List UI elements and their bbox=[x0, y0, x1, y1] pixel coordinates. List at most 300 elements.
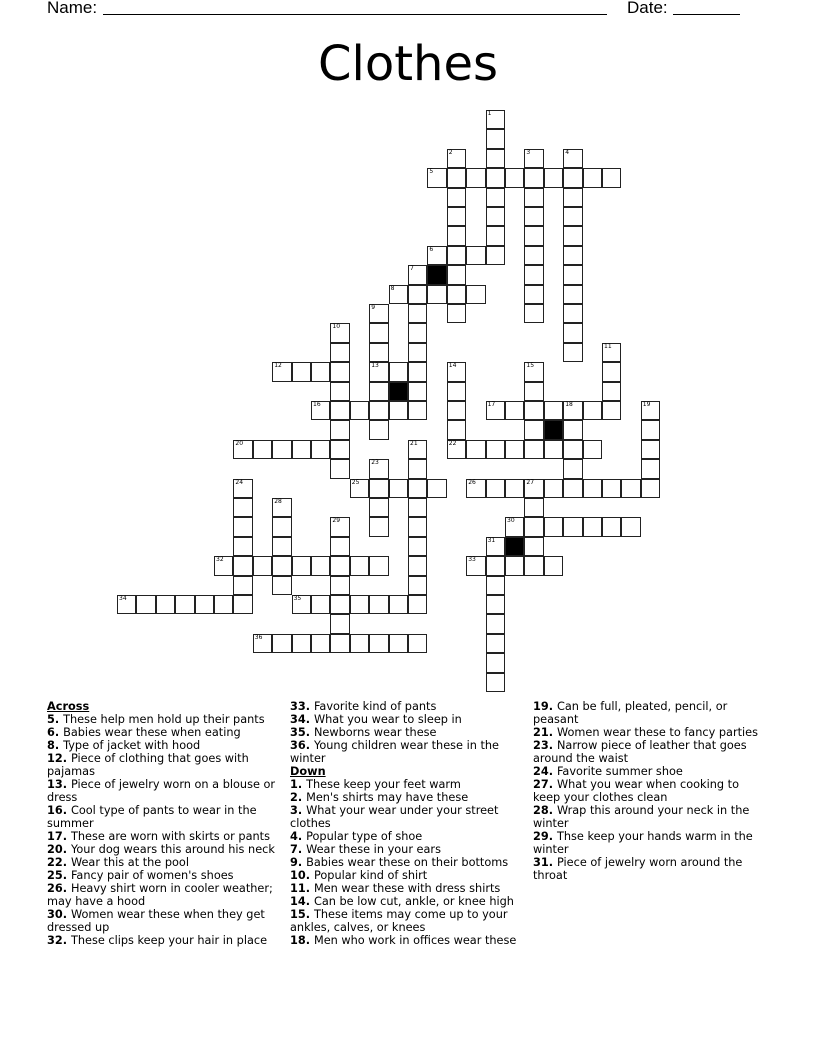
grid-cell[interactable] bbox=[486, 634, 505, 653]
grid-cell[interactable] bbox=[330, 614, 349, 633]
clue-number-label: 13. bbox=[47, 778, 71, 791]
grid-cell[interactable] bbox=[583, 401, 602, 420]
grid-cell[interactable] bbox=[408, 459, 427, 478]
grid-cell[interactable] bbox=[272, 498, 291, 517]
grid-cell[interactable] bbox=[583, 168, 602, 187]
clue-number: 4 bbox=[565, 148, 570, 156]
grid-cell[interactable] bbox=[311, 401, 330, 420]
grid-cell[interactable] bbox=[486, 149, 505, 168]
grid-cell[interactable] bbox=[602, 168, 621, 187]
grid-cell[interactable] bbox=[292, 440, 311, 459]
grid-cell[interactable] bbox=[563, 246, 582, 265]
grid-cell[interactable] bbox=[486, 556, 505, 575]
grid-cell[interactable] bbox=[486, 653, 505, 672]
clue-number: 33 bbox=[468, 556, 476, 564]
grid-cell[interactable] bbox=[292, 362, 311, 381]
grid-cell[interactable] bbox=[524, 556, 543, 575]
grid-cell[interactable] bbox=[486, 401, 505, 420]
grid-cell[interactable] bbox=[486, 129, 505, 148]
grid-cell[interactable] bbox=[214, 595, 233, 614]
grid-cell[interactable] bbox=[389, 362, 408, 381]
clue-number-label: 30. bbox=[47, 908, 71, 921]
grid-cell[interactable] bbox=[369, 362, 388, 381]
clue-item bbox=[290, 882, 522, 895]
grid-cell[interactable] bbox=[486, 110, 505, 129]
grid-cell[interactable] bbox=[253, 440, 272, 459]
grid-cell[interactable] bbox=[369, 343, 388, 362]
grid-cell[interactable] bbox=[524, 149, 543, 168]
grid-cell[interactable] bbox=[524, 285, 543, 304]
grid-cell[interactable] bbox=[583, 479, 602, 498]
grid-cell[interactable] bbox=[563, 517, 582, 536]
clue-item bbox=[290, 856, 522, 869]
grid-cell[interactable] bbox=[563, 459, 582, 478]
grid-cell[interactable] bbox=[330, 401, 349, 420]
clue-item bbox=[290, 895, 522, 908]
grid-cell[interactable] bbox=[311, 362, 330, 381]
clue-text: What your wear under your street clothes bbox=[290, 804, 499, 830]
clue-number: 29 bbox=[332, 517, 341, 525]
grid-cell[interactable] bbox=[272, 517, 291, 536]
grid-cell[interactable] bbox=[563, 401, 582, 420]
grid-cell[interactable] bbox=[524, 168, 543, 187]
clue-number-label: 27. bbox=[533, 778, 557, 791]
grid-cell[interactable] bbox=[447, 207, 466, 226]
grid-cell[interactable] bbox=[447, 188, 466, 207]
clue-number-label: 18. bbox=[290, 934, 314, 947]
grid-cell[interactable] bbox=[350, 556, 369, 575]
grid-cell[interactable] bbox=[544, 479, 563, 498]
clue-number: 2 bbox=[448, 148, 453, 156]
clue-number: 35 bbox=[293, 595, 302, 602]
grid-cell[interactable] bbox=[408, 382, 427, 401]
grid-cell[interactable] bbox=[195, 595, 214, 614]
grid-cell[interactable] bbox=[233, 440, 252, 459]
grid-cell[interactable] bbox=[563, 285, 582, 304]
grid-cell[interactable] bbox=[563, 479, 582, 498]
clue-number-label: 14. bbox=[290, 895, 314, 908]
grid-cell[interactable] bbox=[486, 226, 505, 245]
grid-cell[interactable] bbox=[117, 595, 136, 614]
grid-cell[interactable] bbox=[408, 498, 427, 517]
clue-text: What you wear when cooking to keep your clothes clean bbox=[533, 778, 739, 804]
clue-number: 19 bbox=[642, 401, 651, 408]
grid-cell[interactable] bbox=[447, 246, 466, 265]
grid-cell[interactable] bbox=[330, 576, 349, 595]
grid-cell[interactable] bbox=[524, 420, 543, 439]
grid-cell[interactable] bbox=[233, 479, 252, 498]
grid-cell[interactable] bbox=[544, 168, 563, 187]
clue-item bbox=[47, 778, 279, 804]
grid-cell[interactable] bbox=[486, 246, 505, 265]
grid-cell[interactable] bbox=[330, 595, 349, 614]
clue-number-label: 36. bbox=[290, 739, 314, 752]
grid-cell[interactable] bbox=[330, 382, 349, 401]
clue-number: 17 bbox=[487, 401, 496, 408]
grid-cell[interactable] bbox=[563, 265, 582, 284]
grid-cell[interactable] bbox=[563, 323, 582, 342]
clues-column-1 bbox=[47, 700, 279, 947]
clue-number-label: 28. bbox=[533, 804, 557, 817]
grid-cell[interactable] bbox=[408, 362, 427, 381]
clue-number-label: 31. bbox=[533, 856, 557, 869]
grid-cell[interactable] bbox=[408, 304, 427, 323]
grid-cell[interactable] bbox=[136, 595, 155, 614]
grid-cell[interactable] bbox=[641, 401, 660, 420]
grid-cell[interactable] bbox=[621, 479, 640, 498]
grid-cell[interactable] bbox=[175, 595, 194, 614]
black-cell bbox=[505, 537, 524, 556]
grid-cell[interactable] bbox=[369, 323, 388, 342]
grid-cell[interactable] bbox=[447, 285, 466, 304]
grid-cell[interactable] bbox=[408, 576, 427, 595]
clue-number: 6 bbox=[429, 245, 434, 253]
grid-cell[interactable] bbox=[311, 440, 330, 459]
grid-cell[interactable] bbox=[427, 168, 446, 187]
clue-item bbox=[533, 804, 765, 830]
grid-cell[interactable] bbox=[389, 285, 408, 304]
grid-cell[interactable] bbox=[330, 634, 349, 653]
grid-cell[interactable] bbox=[311, 634, 330, 653]
grid-cell[interactable] bbox=[505, 556, 524, 575]
grid-cell[interactable] bbox=[524, 226, 543, 245]
grid-cell[interactable] bbox=[524, 304, 543, 323]
clue-number: 12 bbox=[274, 362, 282, 370]
grid-cell[interactable] bbox=[563, 168, 582, 187]
grid-cell[interactable] bbox=[330, 362, 349, 381]
grid-cell[interactable] bbox=[641, 420, 660, 439]
grid-cell[interactable] bbox=[272, 556, 291, 575]
grid-cell[interactable] bbox=[563, 149, 582, 168]
grid-cell[interactable] bbox=[524, 246, 543, 265]
grid-cell[interactable] bbox=[389, 595, 408, 614]
clue-text: Cool type of pants to wear in the summer bbox=[47, 804, 257, 830]
grid-cell[interactable] bbox=[408, 517, 427, 536]
clue-text: Newborns wear these bbox=[313, 726, 437, 739]
grid-cell[interactable] bbox=[544, 556, 563, 575]
clue-text: What you wear to sleep in bbox=[313, 713, 462, 726]
clue-item bbox=[290, 700, 522, 713]
clue-item bbox=[290, 778, 522, 791]
across-heading: Across bbox=[47, 700, 90, 713]
grid-cell[interactable] bbox=[369, 420, 388, 439]
grid-cell[interactable] bbox=[272, 440, 291, 459]
grid-cell[interactable] bbox=[408, 479, 427, 498]
clue-item bbox=[533, 830, 765, 856]
clue-text: Popular kind of shirt bbox=[313, 869, 428, 882]
grid-cell[interactable] bbox=[233, 537, 252, 556]
grid-cell[interactable] bbox=[369, 459, 388, 478]
grid-cell[interactable] bbox=[602, 382, 621, 401]
clue-number-label: 2. bbox=[290, 791, 307, 804]
clue-text: Your dog wears this around his neck bbox=[70, 843, 275, 856]
clue-number: 24 bbox=[235, 478, 244, 486]
date-field[interactable] bbox=[673, 14, 740, 15]
clue-number-label: 12. bbox=[47, 752, 71, 765]
grid-cell[interactable] bbox=[253, 634, 272, 653]
grid-cell[interactable] bbox=[447, 401, 466, 420]
name-field[interactable] bbox=[103, 14, 607, 15]
grid-cell[interactable] bbox=[214, 556, 233, 575]
grid-cell[interactable] bbox=[408, 323, 427, 342]
grid-cell[interactable] bbox=[524, 537, 543, 556]
clue-number: 36 bbox=[254, 633, 263, 641]
clue-number: 34 bbox=[119, 595, 127, 602]
clue-number: 9 bbox=[371, 304, 376, 311]
grid-cell[interactable] bbox=[408, 556, 427, 575]
grid-cell[interactable] bbox=[369, 479, 388, 498]
clue-text: Popular type of shoe bbox=[306, 830, 423, 843]
grid-cell[interactable] bbox=[330, 537, 349, 556]
grid-cell[interactable] bbox=[466, 440, 485, 459]
worksheet-header bbox=[47, 0, 767, 22]
grid-cell[interactable] bbox=[602, 343, 621, 362]
grid-cell[interactable] bbox=[369, 634, 388, 653]
grid-cell[interactable] bbox=[408, 595, 427, 614]
clue-number-label: 17. bbox=[47, 830, 71, 843]
name-label: Name: bbox=[47, 0, 98, 17]
grid-cell[interactable] bbox=[524, 498, 543, 517]
grid-cell[interactable] bbox=[350, 401, 369, 420]
grid-cell[interactable] bbox=[486, 673, 505, 692]
grid-cell[interactable] bbox=[524, 362, 543, 381]
clue-text: Women wear these to fancy parties bbox=[556, 726, 759, 739]
grid-cell[interactable] bbox=[330, 323, 349, 342]
grid-cell[interactable] bbox=[524, 207, 543, 226]
grid-cell[interactable] bbox=[466, 556, 485, 575]
grid-cell[interactable] bbox=[350, 479, 369, 498]
grid-cell[interactable] bbox=[350, 595, 369, 614]
grid-cell[interactable] bbox=[602, 401, 621, 420]
grid-cell[interactable] bbox=[369, 304, 388, 323]
grid-cell[interactable] bbox=[486, 537, 505, 556]
grid-cell[interactable] bbox=[408, 440, 427, 459]
grid-cell[interactable] bbox=[350, 634, 369, 653]
grid-cell[interactable] bbox=[292, 634, 311, 653]
grid-cell[interactable] bbox=[544, 440, 563, 459]
grid-cell[interactable] bbox=[272, 362, 291, 381]
grid-cell[interactable] bbox=[486, 614, 505, 633]
grid-cell[interactable] bbox=[447, 382, 466, 401]
clue-text: These are worn with skirts or pants bbox=[70, 830, 270, 843]
clue-item bbox=[290, 791, 522, 804]
grid-cell[interactable] bbox=[641, 479, 660, 498]
grid-cell[interactable] bbox=[524, 265, 543, 284]
grid-cell[interactable] bbox=[544, 517, 563, 536]
grid-cell[interactable] bbox=[427, 285, 446, 304]
grid-cell[interactable] bbox=[641, 459, 660, 478]
grid-cell[interactable] bbox=[466, 285, 485, 304]
grid-cell[interactable] bbox=[292, 595, 311, 614]
grid-cell[interactable] bbox=[408, 343, 427, 362]
grid-cell[interactable] bbox=[486, 595, 505, 614]
grid-cell[interactable] bbox=[524, 440, 543, 459]
clue-number-label: 26. bbox=[47, 882, 71, 895]
black-cell bbox=[544, 420, 563, 439]
grid-cell[interactable] bbox=[447, 420, 466, 439]
grid-cell[interactable] bbox=[156, 595, 175, 614]
grid-cell[interactable] bbox=[272, 576, 291, 595]
grid-cell[interactable] bbox=[602, 479, 621, 498]
grid-cell[interactable] bbox=[447, 168, 466, 187]
grid-cell[interactable] bbox=[563, 440, 582, 459]
grid-cell[interactable] bbox=[272, 634, 291, 653]
grid-cell[interactable] bbox=[447, 362, 466, 381]
grid-cell[interactable] bbox=[466, 246, 485, 265]
date-label: Date: bbox=[627, 0, 668, 17]
grid-cell[interactable] bbox=[563, 420, 582, 439]
clue-number-label: 25. bbox=[47, 869, 71, 882]
grid-cell[interactable] bbox=[447, 265, 466, 284]
grid-cell[interactable] bbox=[233, 517, 252, 536]
grid-cell[interactable] bbox=[505, 168, 524, 187]
grid-cell[interactable] bbox=[641, 440, 660, 459]
grid-cell[interactable] bbox=[253, 556, 272, 575]
grid-cell[interactable] bbox=[583, 517, 602, 536]
clue-item bbox=[47, 713, 279, 726]
grid-cell[interactable] bbox=[427, 479, 446, 498]
grid-cell[interactable] bbox=[583, 440, 602, 459]
clue-number: 15 bbox=[526, 362, 535, 370]
grid-cell[interactable] bbox=[524, 401, 543, 420]
clue-text: Babies wear these when eating bbox=[63, 726, 241, 739]
clue-item bbox=[47, 908, 279, 934]
clue-item bbox=[290, 869, 522, 882]
clue-item bbox=[47, 869, 279, 882]
clue-number-label: 8. bbox=[47, 739, 64, 752]
puzzle-title: Clothes bbox=[318, 36, 498, 92]
clue-number: 23 bbox=[371, 459, 379, 467]
grid-cell[interactable] bbox=[524, 479, 543, 498]
clue-number-label: 9. bbox=[290, 856, 307, 869]
grid-cell[interactable] bbox=[369, 517, 388, 536]
grid-cell[interactable] bbox=[369, 595, 388, 614]
grid-cell[interactable] bbox=[408, 634, 427, 653]
clues-column-3 bbox=[533, 700, 765, 882]
clue-number-label: 22. bbox=[47, 856, 71, 869]
grid-cell[interactable] bbox=[330, 517, 349, 536]
grid-cell[interactable] bbox=[408, 401, 427, 420]
grid-cell[interactable] bbox=[292, 556, 311, 575]
black-cell bbox=[427, 265, 446, 284]
grid-cell[interactable] bbox=[447, 226, 466, 245]
grid-cell[interactable] bbox=[466, 479, 485, 498]
clue-item bbox=[47, 739, 279, 752]
grid-cell[interactable] bbox=[486, 440, 505, 459]
grid-cell[interactable] bbox=[486, 188, 505, 207]
grid-cell[interactable] bbox=[389, 479, 408, 498]
grid-cell[interactable] bbox=[369, 498, 388, 517]
clue-item bbox=[533, 778, 765, 804]
clue-text: Wear these in your ears bbox=[306, 843, 441, 856]
clue-number-label: 10. bbox=[290, 869, 314, 882]
grid-cell[interactable] bbox=[233, 556, 252, 575]
grid-cell[interactable] bbox=[563, 226, 582, 245]
clue-item bbox=[290, 843, 522, 856]
clue-text: Favorite summer shoe bbox=[556, 765, 683, 778]
clue-number-label: 32. bbox=[47, 934, 71, 947]
clue-item bbox=[47, 752, 279, 778]
grid-cell[interactable] bbox=[486, 479, 505, 498]
grid-cell[interactable] bbox=[524, 188, 543, 207]
grid-cell[interactable] bbox=[389, 401, 408, 420]
grid-cell[interactable] bbox=[408, 285, 427, 304]
grid-cell[interactable] bbox=[563, 188, 582, 207]
grid-cell[interactable] bbox=[505, 440, 524, 459]
grid-cell[interactable] bbox=[524, 517, 543, 536]
grid-cell[interactable] bbox=[447, 149, 466, 168]
grid-cell[interactable] bbox=[466, 168, 485, 187]
grid-cell[interactable] bbox=[621, 517, 640, 536]
grid-cell[interactable] bbox=[524, 382, 543, 401]
grid-cell[interactable] bbox=[330, 343, 349, 362]
clue-item bbox=[290, 830, 522, 843]
clue-text: Young children wear these in the winter bbox=[290, 739, 500, 765]
clue-number: 32 bbox=[216, 556, 224, 564]
grid-cell[interactable] bbox=[544, 401, 563, 420]
clue-number-label: 5. bbox=[47, 713, 64, 726]
grid-cell[interactable] bbox=[330, 556, 349, 575]
grid-cell[interactable] bbox=[505, 517, 524, 536]
grid-cell[interactable] bbox=[486, 207, 505, 226]
grid-cell[interactable] bbox=[330, 420, 349, 439]
clue-number: 18 bbox=[565, 401, 573, 408]
black-cell bbox=[389, 382, 408, 401]
grid-cell[interactable] bbox=[272, 537, 291, 556]
clue-number: 7 bbox=[410, 265, 414, 273]
grid-cell[interactable] bbox=[602, 362, 621, 381]
grid-cell[interactable] bbox=[330, 440, 349, 459]
grid-cell[interactable] bbox=[447, 440, 466, 459]
clue-number: 8 bbox=[390, 284, 395, 292]
clue-text: Babies wear these on their bottoms bbox=[306, 856, 509, 869]
clue-text: These help men hold up their pants bbox=[63, 713, 265, 726]
grid-cell[interactable] bbox=[563, 207, 582, 226]
clue-text: Can be full, pleated, pencil, or peasant bbox=[533, 700, 728, 726]
grid-cell[interactable] bbox=[563, 343, 582, 362]
grid-cell[interactable] bbox=[330, 459, 349, 478]
grid-cell[interactable] bbox=[602, 517, 621, 536]
clue-number: 25 bbox=[351, 478, 360, 486]
grid-cell[interactable] bbox=[311, 556, 330, 575]
clue-item bbox=[47, 934, 279, 947]
clue-item bbox=[290, 726, 522, 739]
clue-text: Piece of jewelry worn around the throat bbox=[533, 856, 743, 882]
grid-cell[interactable] bbox=[563, 304, 582, 323]
clue-number-label: 34. bbox=[290, 713, 314, 726]
grid-cell[interactable] bbox=[389, 634, 408, 653]
grid-cell[interactable] bbox=[505, 401, 524, 420]
grid-cell[interactable] bbox=[369, 556, 388, 575]
clue-text: These keep your feet warm bbox=[306, 778, 461, 791]
grid-cell[interactable] bbox=[311, 595, 330, 614]
grid-cell[interactable] bbox=[233, 595, 252, 614]
clue-text: Men wear these with dress shirts bbox=[313, 882, 501, 895]
grid-cell[interactable] bbox=[233, 498, 252, 517]
grid-cell[interactable] bbox=[408, 537, 427, 556]
grid-cell[interactable] bbox=[486, 168, 505, 187]
grid-cell[interactable] bbox=[369, 401, 388, 420]
grid-cell[interactable] bbox=[408, 265, 427, 284]
grid-cell[interactable] bbox=[427, 246, 446, 265]
grid-cell[interactable] bbox=[505, 479, 524, 498]
clue-text: Heavy shirt worn in cooler weather; may have a hood bbox=[47, 882, 273, 908]
grid-cell[interactable] bbox=[369, 382, 388, 401]
clue-number: 14 bbox=[448, 362, 457, 370]
grid-cell[interactable] bbox=[447, 304, 466, 323]
grid-cell[interactable] bbox=[233, 576, 252, 595]
grid-cell[interactable] bbox=[486, 576, 505, 595]
